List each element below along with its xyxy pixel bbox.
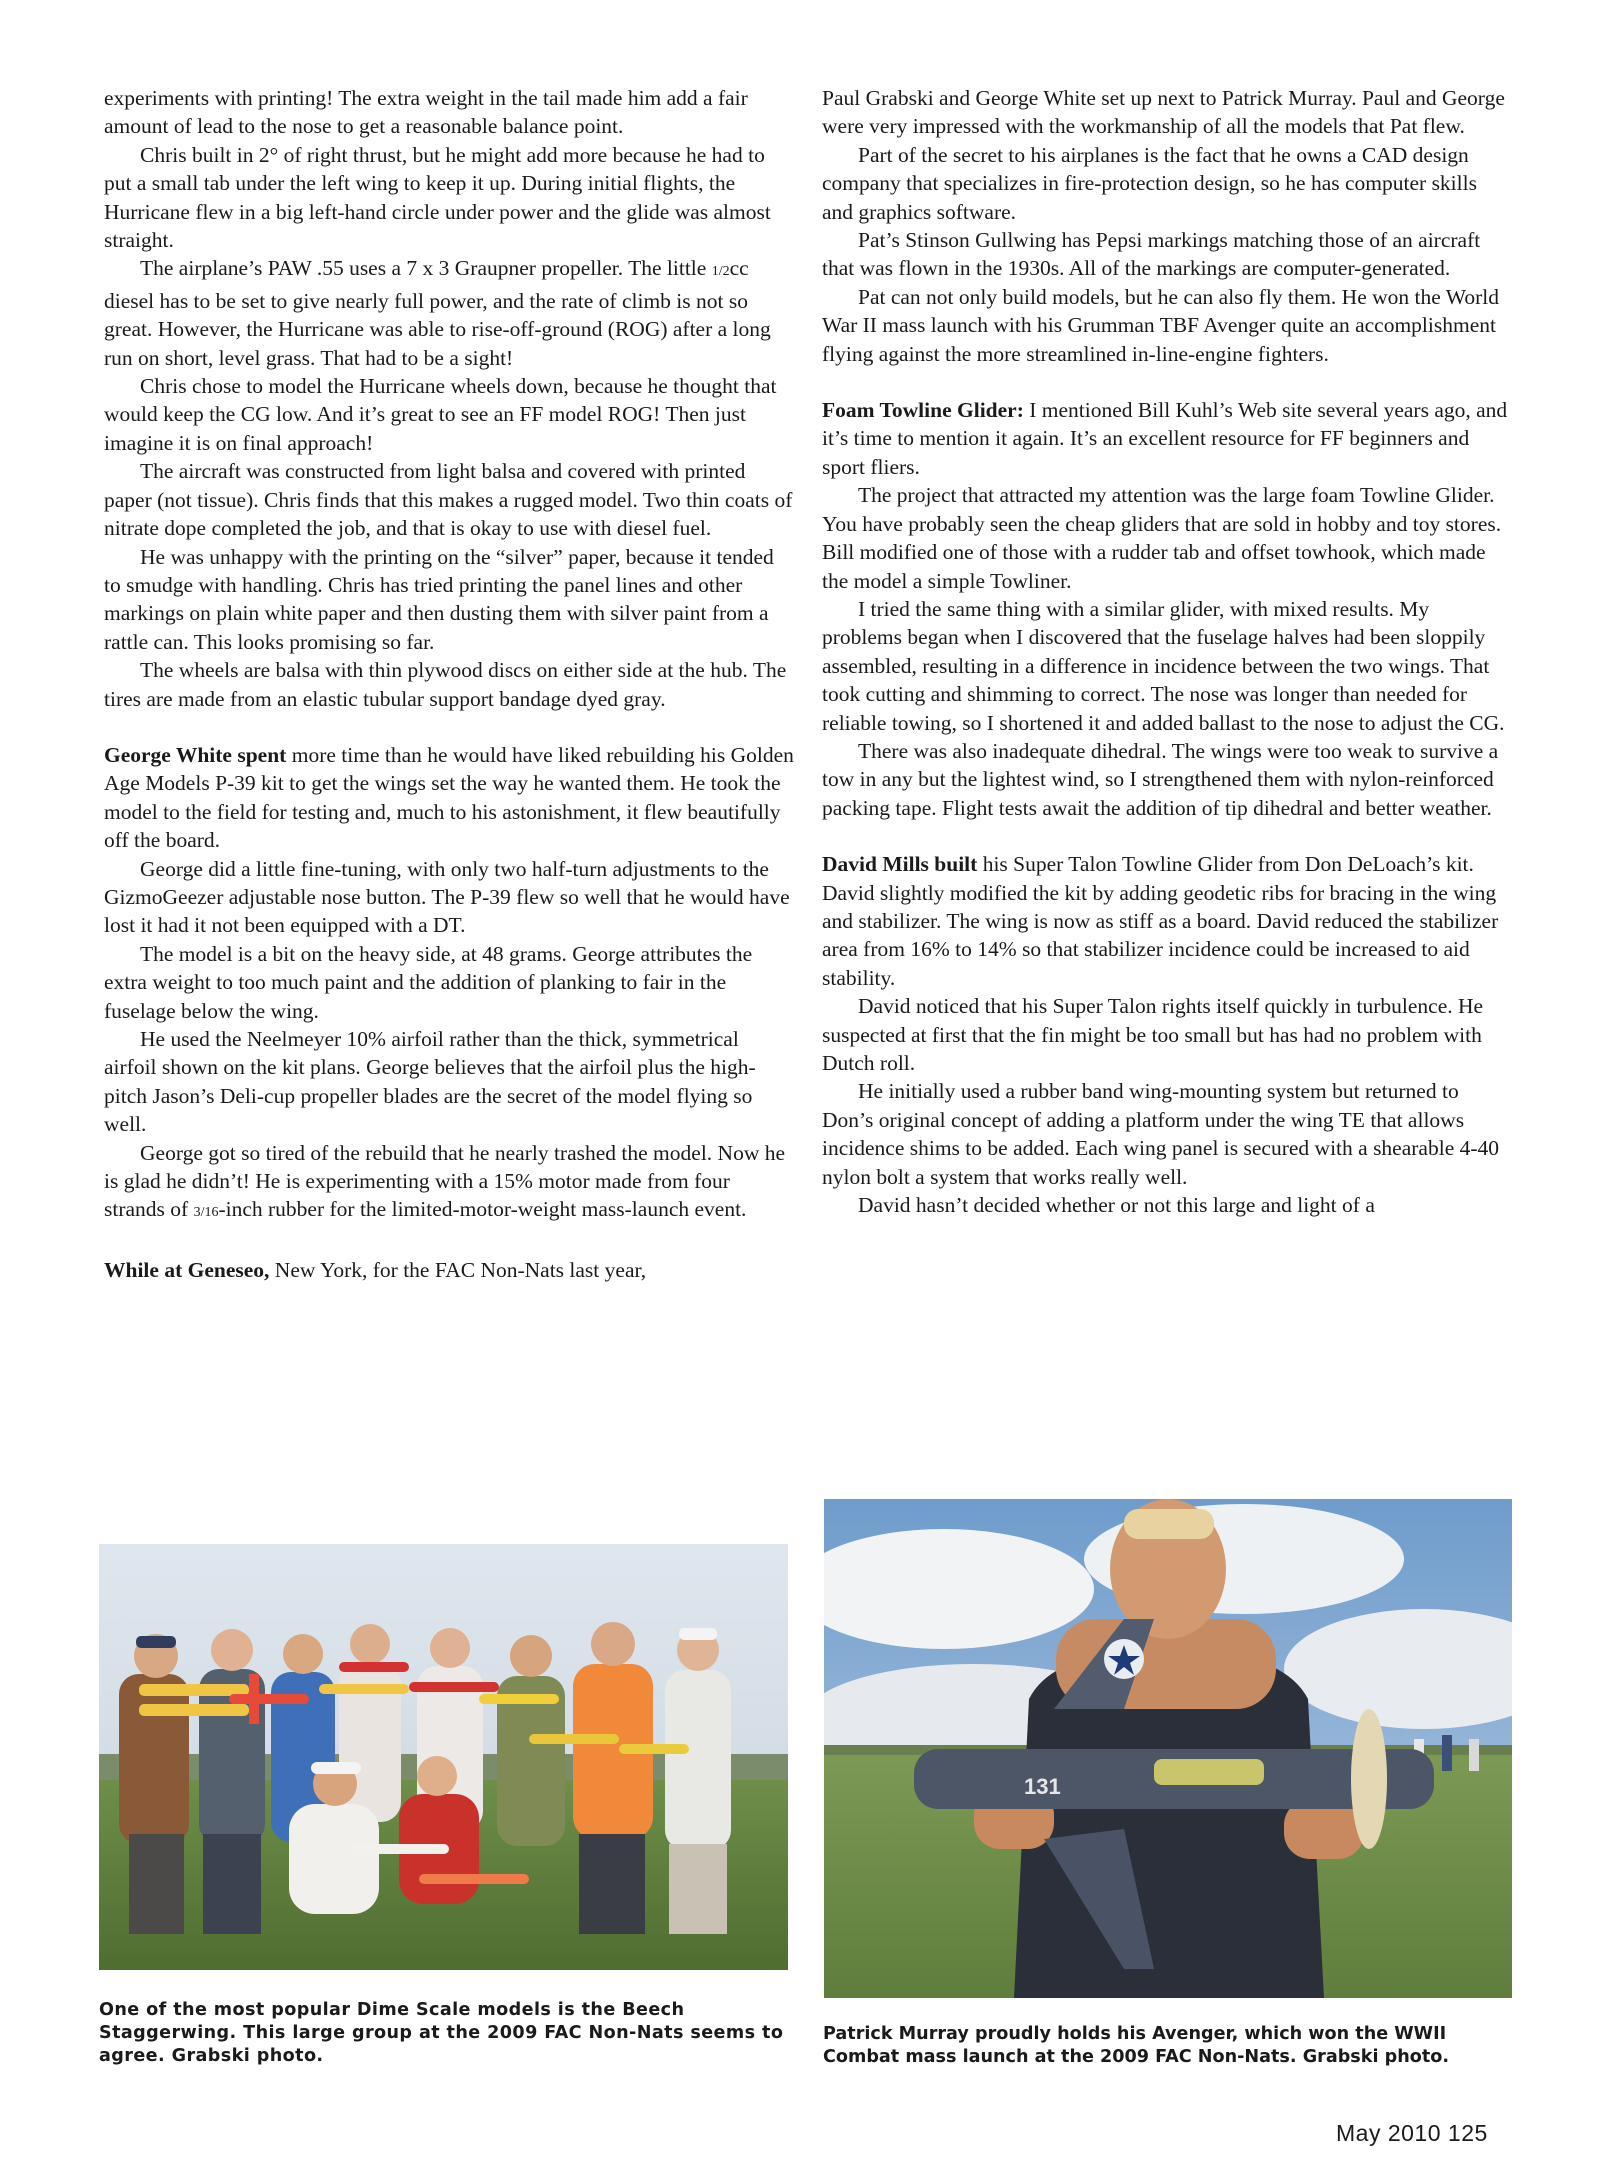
section-paragraph: While at Geneseo, New York, for the FAC Non-Nats last year,	[104, 1257, 647, 1282]
run-in-heading: David Mills built	[822, 852, 978, 877]
photo-caption-right: Patrick Murray proudly holds his Avenger, which won the WWII Combat mass launch at the 2009 FAC Non-Nats. Grabski photo.	[823, 2024, 1450, 2067]
fraction: 1/2	[711, 264, 730, 280]
paragraph: The model is a bit on the heavy side, at 48 grams. George attributes the extra weight to too much paint and the addition of planking to fair in the fuselage below the wing.	[104, 941, 753, 1023]
article-column-left	[104, 84, 794, 1284]
paragraph: Pat’s Stinson Gullwing has Pepsi markings matching those of an aircraft that was flown in the 1930s. All of the markings are computer-generated.	[822, 228, 1481, 281]
fraction: 3/16	[193, 1205, 219, 1221]
run-in-heading: Foam Towline Glider:	[822, 398, 1024, 423]
section-paragraph: David Mills built his Super Talon Towline Glider from Don DeLoach’s kit. David slightly modified the kit by adding geodetic ribs for bracing in the wing and stabilizer. The wing is now as stiff as a board. David reduced the stabilizer area from 16% to 14% so that stabilizer incidence could be increased to aid stability.	[822, 852, 1499, 990]
paragraph: The aircraft was constructed from light balsa and covered with printed paper (not tissue). Chris finds that this makes a rugged model. Two thin coats of nitrate dope completed the job, and that is okay to use with diesel fuel.	[104, 459, 793, 541]
paragraph: The project that attracted my attention was the large foam Towline Glider. You have probably seen the cheap gliders that are sold in hobby and toy stores. Bill modified one of those with a rudder tab and offset towhook, which made the model a simple Towliner.	[822, 483, 1502, 593]
paragraph: There was also inadequate dihedral. The wings were too weak to survive a tow in any but the lightest wind, so I strengthened them with nylon-reinforced packing tape. Flight tests await the addition of tip dihedral and better weather.	[822, 738, 1499, 820]
paragraph: David noticed that his Super Talon rights itself quickly in turbulence. He suspected at first that the fin might be too small but has had no problem with Dutch roll.	[822, 994, 1484, 1075]
paragraph: He used the Neelmeyer 10% airfoil rather than the thick, symmetrical airfoil shown on the kit plans. George believes that the airfoil plus the high-pitch Jason’s Deli-cup propeller blades are the secret of the model flying so well.	[104, 1027, 756, 1137]
section-paragraph: George White spent more time than he would have liked rebuilding his Golden Age Models P-39 kit to get the wings set the way he wanted them. He took the model to the field for testing and, much to his astonishment, it flew beautifully off the board.	[104, 742, 794, 853]
paragraph: Pat can not only build models, but he can also fly them. He won the World War II mass launch with his Grumman TBF Avenger quite an accomplishment flying against the more streamlined in-line-engine fighters.	[822, 284, 1499, 366]
aircraft-number: 131	[1024, 1774, 1061, 1799]
paragraph: He was unhappy with the printing on the “silver” paper, because it tended to smudge with handling. Chris has tried printing the panel lines and other markings on plain white paper and then dusting them with silver paint from a rattle can. This looks promising so far.	[104, 544, 774, 654]
article-column-right	[822, 84, 1512, 1219]
group-photo-illustration	[99, 1544, 788, 1970]
paragraph: George did a little fine-tuning, with only two half-turn adjustments to the GizmoGeezer adjustable nose button. The P-39 flew so well that he would have lost it had it not been equipped with a DT.	[104, 856, 790, 938]
avenger-photo-illustration	[824, 1499, 1512, 1998]
paragraph: The airplane’s PAW .55 uses a 7 x 3 Graupner propeller. The little 1/2cc diesel has to be set to give nearly full power, and the rate of climb is not so great. However, the Hurricane was able to rise-off-ground (ROG) after a long run on short, level grass. That had to be a sight!	[104, 256, 771, 370]
photo-caption-left: One of the most popular Dime Scale models is the Beech Staggerwing. This large group at the 2009 FAC Non-Nats seems to agree. Grabski photo.	[99, 2000, 784, 2066]
paragraph: Part of the secret to his airplanes is the fact that he owns a CAD design company that specializes in fire-protection design, so he has computer skills and graphics software.	[822, 142, 1477, 224]
paragraph: Chris built in 2° of right thrust, but he might add more because he had to put a small tab under the left wing to keep it up. During initial flights, the Hurricane flew in a big left-hand circle under power and the glide was almost straight.	[104, 142, 771, 253]
paragraph: He initially used a rubber band wing-mounting system but returned to Don’s original concept of adding a platform under the wing TE that allows incidence shims to be added. Each wing panel is secured with a shearable 4-40 nylon bolt a system that works really well.	[822, 1079, 1500, 1189]
paragraph: experiments with printing! The extra weight in the tail made him add a fair amount of lead to the nose to get a reasonable balance point.	[104, 86, 748, 139]
run-in-heading: George White spent	[104, 742, 287, 767]
paragraph: David hasn’t decided whether or not this large and light of a	[858, 1193, 1375, 1218]
paragraph: Paul Grabski and George White set up next to Patrick Murray. Paul and George were very impressed with the workmanship of all the models that Pat flew.	[822, 86, 1505, 139]
section-paragraph: Foam Towline Glider: I mentioned Bill Kuhl’s Web site several years ago, and it’s time to mention it again. It’s an excellent resource for FF beginners and sport fliers.	[822, 398, 1508, 479]
paragraph: Chris chose to model the Hurricane wheels down, because he thought that would keep the CG low. And it’s great to see an FF model ROG! Then just imagine it is on final approach!	[104, 374, 777, 455]
paragraph: I tried the same thing with a similar glider, with mixed results. My problems began when I discovered that the fuselage halves had been sloppily assembled, resulting in a difference in incidence between the two wings. That took cutting and shimming to correct. The nose was longer than needed for reliable towing, so I shortened it and added ballast to the nose to adjust the CG.	[822, 596, 1505, 735]
paragraph: George got so tired of the rebuild that he nearly trashed the model. Now he is glad he didn’t! He is experimenting with a 15% motor made from four strands of 3/16-inch rubber for the limited-motor-weight mass-launch event.	[104, 1140, 786, 1222]
paragraph: The wheels are balsa with thin plywood discs on either side at the hub. The tires are made from an elastic tubular support bandage dyed gray.	[104, 658, 787, 711]
run-in-heading: While at Geneseo,	[104, 1257, 270, 1282]
group-photo	[99, 1544, 788, 1970]
avenger-photo	[824, 1499, 1512, 1998]
page-folio: May 2010 125	[1336, 2120, 1488, 2146]
